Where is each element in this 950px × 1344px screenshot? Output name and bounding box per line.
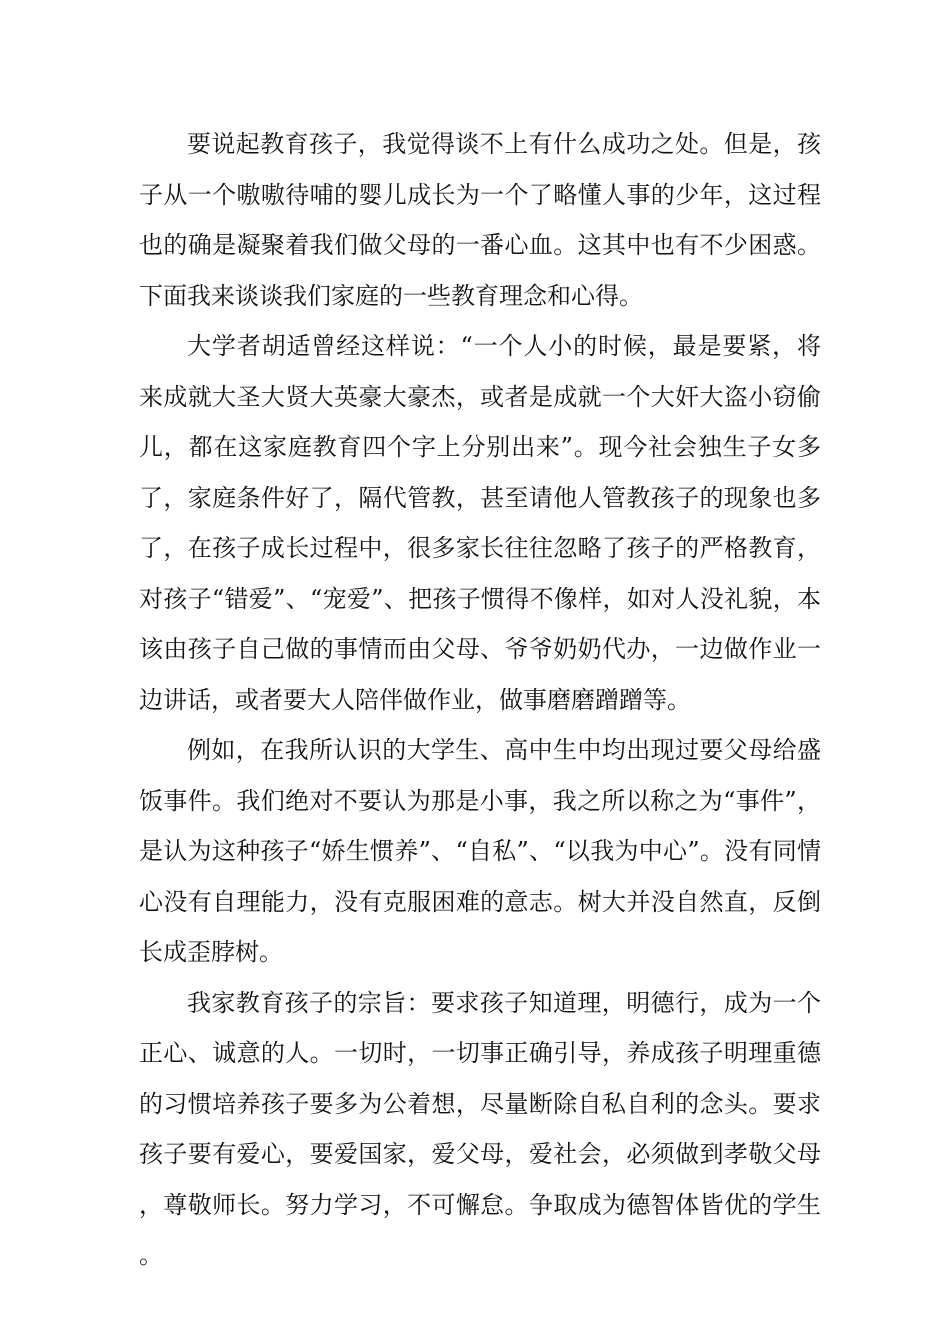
paragraph-3: 例如，在我所认识的大学生、高中生中均出现过要父母给盛饭事件。我们绝对不要认为那是小事，我之所以称之为“事件”，是认为这种孩子“娇生惯养”、“自私”、“以我为中心”。没有同情心没有自理能力，没有克服困难的意志。树大并没自然直，反倒长成歪脖树。: [139, 736, 821, 966]
paragraph-4: 我家教育孩子的宗旨：要求孩子知道理，明德行，成为一个正心、诚意的人。一切时，一切事正确引导，养成孩子明理重德的习惯培养孩子要多为公着想，尽量断除自私自利的念头。要求孩子要有爱心，要爱国家，爱父母，爱社会，必须做到孝敬父母，尊敬师长。努力学习，不可懈怠。争取成为德智体皆优的学生。: [139, 988, 821, 1269]
paragraph-2: 大学者胡适曾经这样说：“一个人小的时候，最是要紧，将来成就大圣大贤大英豪大豪杰，或者是成就一个大奸大盗小窃偷儿，都在这家庭教育四个字上分别出来”。现今社会独生子女多了，家庭条件好了，隔代管教，甚至请他人管教孩子的现象也多了，在孩子成长过程中，很多家长往往忽略了孩子的严格教育，对孩子“错爱”、“宠爱”、把孩子惯得不像样，如对人没礼貌，本该由孩子自己做的事情而由父母、爷爷奶奶代办，一边做作业一边讲话，或者要大人陪伴做作业，做事磨磨蹭蹭等。: [139, 332, 821, 714]
document-body: [139, 119, 821, 1281]
paragraph-1: 要说起教育孩子，我觉得谈不上有什么成功之处。但是，孩子从一个嗷嗷待哺的婴儿成长为一个了略懂人事的少年，这过程也的确是凝聚着我们做父母的一番心血。这其中也有不少困惑。下面我来谈谈我们家庭的一些教育理念和心得。: [139, 130, 821, 310]
